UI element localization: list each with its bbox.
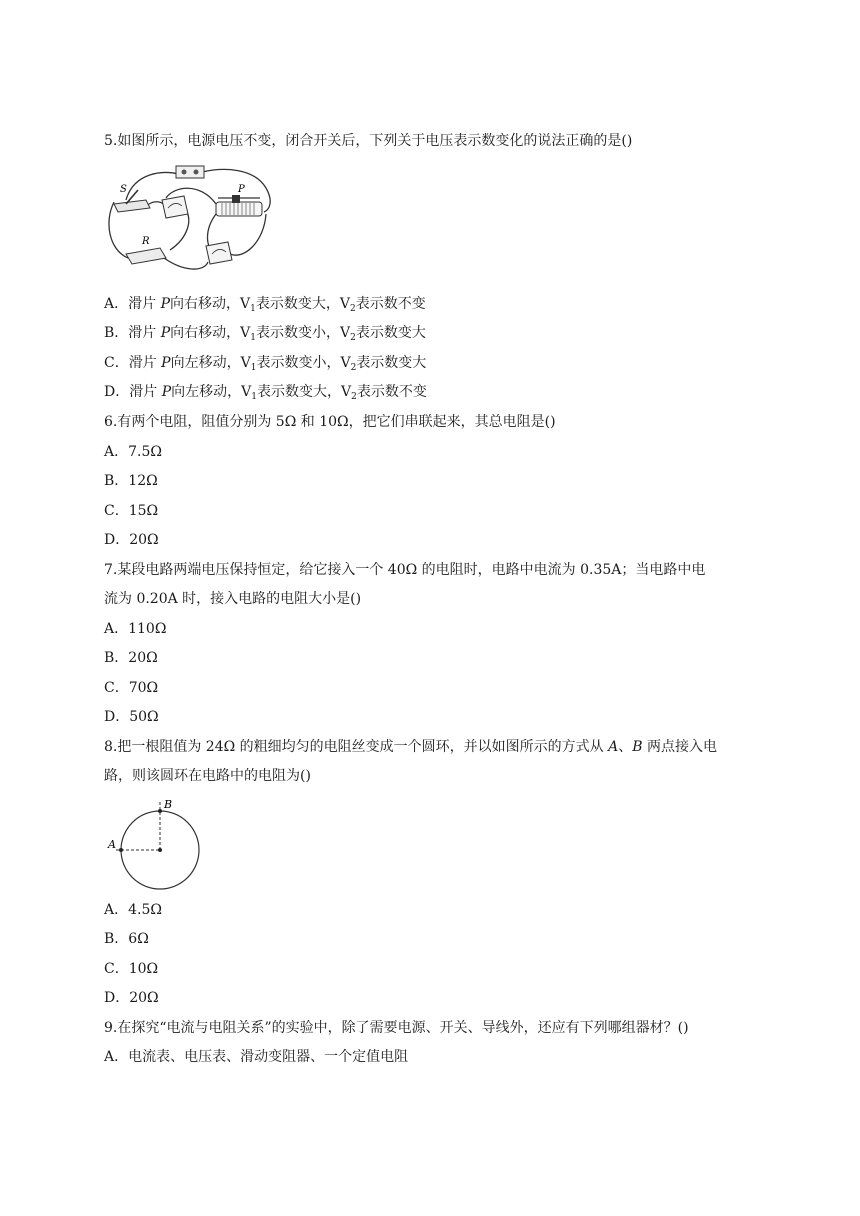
q5-option-d[interactable]: D．滑片 P向左移动，$V_1$表示数变大，$V_2$表示数不变 xyxy=(104,384,427,402)
q8-option-b[interactable]: B．6Ω xyxy=(104,931,149,947)
q8-stem-line-2: 路，则该圆环在电路中的电阻为() xyxy=(104,768,311,784)
q6-option-b[interactable]: B．12Ω xyxy=(104,473,158,489)
q7-stem-line-1: 7.某段电路两端电压保持恒定，给它接入一个 40Ω 的电阻时，电路中电流为 0.35A；当电路中电 xyxy=(104,562,706,578)
q7-stem-line-2: 流为 0.20A 时，接入电路的电阻大小是() xyxy=(104,591,362,607)
point-a-dot xyxy=(119,848,123,852)
q6-option-a[interactable]: A．7.5Ω xyxy=(104,444,162,460)
switch-label: S xyxy=(120,184,127,195)
q8-option-c[interactable]: C．10Ω xyxy=(104,961,159,977)
q6-stem: 6.有两个电阻，阻值分别为 5Ω 和 10Ω，把它们串联起来，其总电阻是() xyxy=(104,414,556,430)
q5-stem: 5.如图所示，电源电压不变，闭合开关后，下列关于电压表示数变化的说法正确的是() xyxy=(104,133,633,149)
q5-circuit-figure xyxy=(104,162,276,282)
q5-option-a[interactable]: A．滑片 P向右移动，$V_1$表示数变大，$V_2$表示数不变 xyxy=(104,296,426,314)
q6-option-c[interactable]: C．15Ω xyxy=(104,503,159,519)
resistor-label: R xyxy=(142,236,150,247)
center-dot xyxy=(158,848,162,852)
q7-option-b[interactable]: B．20Ω xyxy=(104,650,158,666)
q7-option-c[interactable]: C．70Ω xyxy=(104,680,159,696)
q8-option-d[interactable]: D．20Ω xyxy=(104,990,159,1006)
q5-option-b[interactable]: B．滑片 P向右移动，$V_1$表示数变小，$V_2$表示数变大 xyxy=(104,325,426,343)
slider-label: P xyxy=(238,184,245,195)
point-a-label: A xyxy=(108,838,116,851)
q8-stem-line-1: 8.把一根阻值为 24Ω 的粗细均匀的电阻丝变成一个圆环，并以如图所示的方式从 A、B 两点接入电 xyxy=(104,739,718,755)
q9-option-a[interactable]: A．电流表、电压表、滑动变阻器、一个定值电阻 xyxy=(104,1049,409,1065)
q5-option-c[interactable]: C．滑片 P向左移动，$V_1$表示数变小，$V_2$表示数变大 xyxy=(104,355,427,373)
point-b-label: B xyxy=(164,798,173,811)
q7-option-d[interactable]: D．50Ω xyxy=(104,709,159,725)
point-b-dot xyxy=(158,809,162,813)
q8-ring-figure xyxy=(104,796,204,896)
q8-option-a[interactable]: A．4.5Ω xyxy=(104,902,162,918)
q7-option-a[interactable]: A．110Ω xyxy=(104,621,167,637)
q6-option-d[interactable]: D．20Ω xyxy=(104,532,159,548)
q9-stem: 9.在探究“电流与电阻关系”的实验中，除了需要电源、开关、导线外，还应有下列哪组器材？() xyxy=(104,1020,689,1036)
